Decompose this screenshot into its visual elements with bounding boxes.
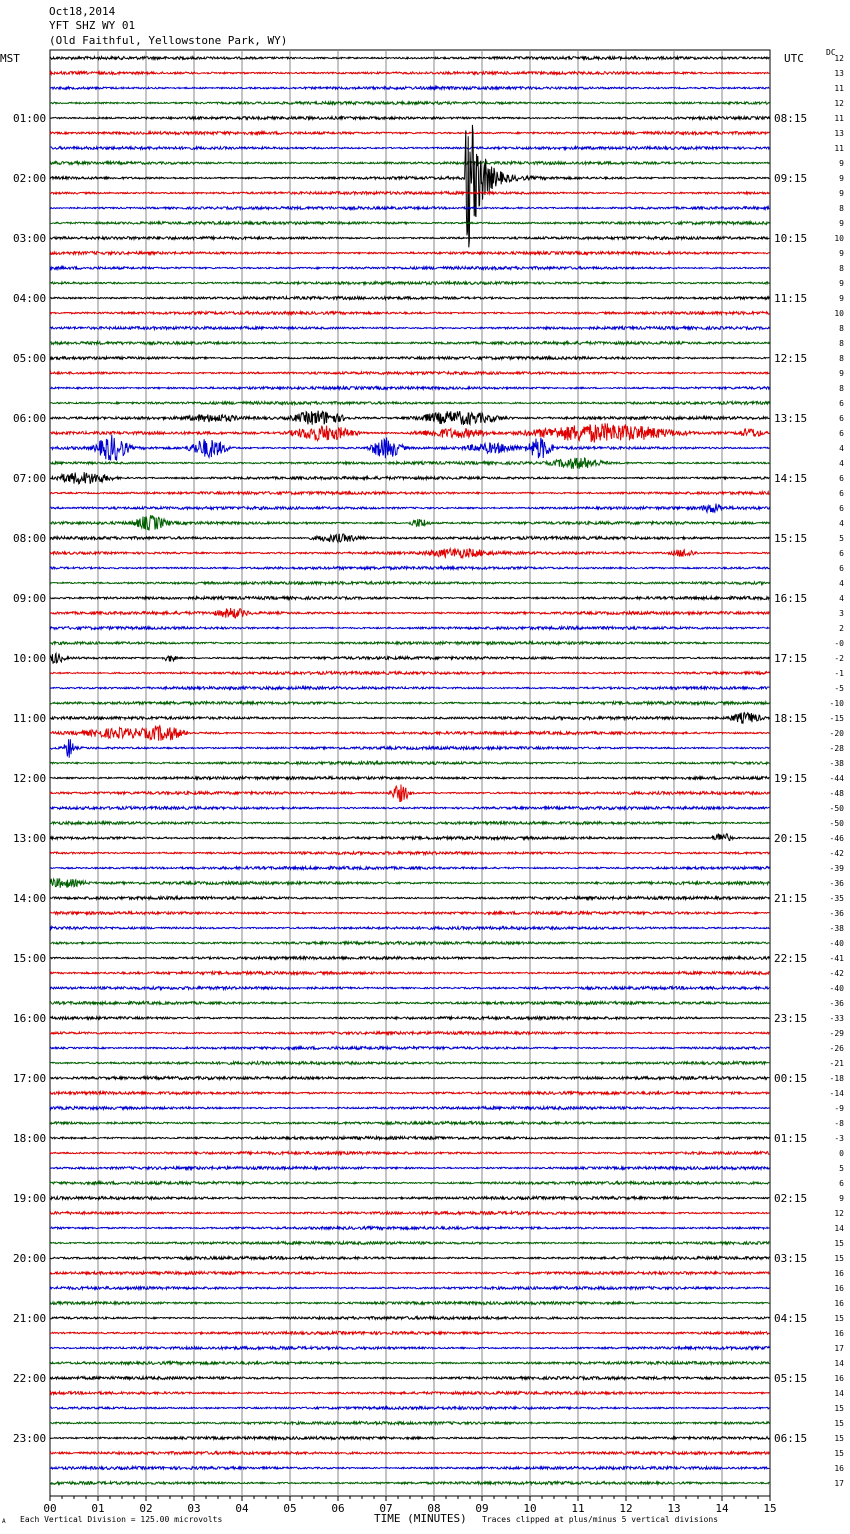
dc-offset-value: 17 [834,1479,844,1488]
utc-hour-label: 13:15 [774,412,808,425]
utc-hour-label: 21:15 [774,892,808,905]
mst-hour-label: 22:00 [13,1372,47,1385]
x-tick-label: 15 [763,1502,777,1515]
dc-offset-value: 17 [834,1344,844,1353]
seismic-trace [50,653,769,663]
seismic-trace [50,192,769,195]
seismic-trace [50,548,769,557]
seismic-trace [50,912,769,915]
seismic-trace [50,582,769,585]
seismic-trace [50,1197,769,1200]
seismic-trace [50,312,769,315]
seismic-trace [50,504,769,513]
dc-offset-value: 0 [839,1149,844,1158]
dc-offset-value: 9 [839,1194,844,1203]
seismic-trace [50,1317,769,1320]
x-tick-label: 05 [283,1502,297,1515]
utc-hour-label: 03:15 [774,1252,808,1265]
utc-hour-label: 16:15 [774,592,808,605]
dc-offset-value: -26 [829,1044,844,1053]
dc-offset-value: 6 [839,1179,844,1188]
dc-offset-value: 15 [834,1419,844,1428]
utc-hour-label: 06:15 [774,1432,808,1445]
seismic-trace [50,777,769,780]
dc-offset-value: -9 [834,1104,844,1113]
seismic-trace [50,1332,769,1335]
dc-offset-value: -33 [829,1014,844,1023]
dc-offset-value: 6 [839,549,844,558]
seismic-trace [50,515,769,531]
seismic-trace [50,458,769,469]
dc-offset-value: 16 [834,1299,844,1308]
dc-offset-value: 6 [839,474,844,483]
dc-offset-value: -1 [834,669,844,678]
seismic-trace [50,237,769,240]
seismic-trace [50,207,769,210]
seismic-trace [50,222,769,225]
dc-offset-value: 2 [839,624,844,633]
mst-hour-label: 20:00 [13,1252,47,1265]
seismic-trace [50,1362,769,1365]
dc-offset-value: 16 [834,1284,844,1293]
mst-hour-label: 21:00 [13,1312,47,1325]
seismic-trace [50,1107,769,1110]
dc-offset-value: -20 [829,729,844,738]
mst-hour-label: 14:00 [13,892,47,905]
seismic-trace [50,867,769,870]
seismic-trace [50,1347,769,1350]
dc-offset-value: 8 [839,354,844,363]
utc-hour-label: 23:15 [774,1012,808,1025]
mst-hour-label: 17:00 [13,1072,47,1085]
seismic-trace [50,1122,769,1125]
seismic-trace [50,1032,769,1035]
x-axis-title: TIME (MINUTES) [374,1512,467,1525]
dc-offset-value: -0 [834,639,844,648]
dc-offset-value: 10 [834,309,844,318]
seismic-trace [50,267,769,270]
station-location: (Old Faithful, Yellowstone Park, WY) [49,34,288,47]
dc-offset-value: 6 [839,399,844,408]
dc-offset-value: -21 [829,1059,844,1068]
dc-offset-value: -14 [829,1089,844,1098]
dc-offset-value: 9 [839,189,844,198]
dc-offset-value: -50 [829,819,844,828]
x-tick-label: 09 [475,1502,489,1515]
seismic-trace [50,1257,769,1260]
dc-offset-value: -44 [829,774,844,783]
dc-offset-value: 16 [834,1464,844,1473]
seismic-trace [50,834,769,841]
dc-offset-value: 9 [839,369,844,378]
seismic-trace [50,627,769,630]
seismic-trace [50,1227,769,1230]
vertical-scale-note: Each Vertical Division = 125.00 microvolts [20,1515,223,1524]
dc-offset-value: -2 [834,654,844,663]
dc-offset-value: 12 [834,54,844,63]
x-tick-label: 06 [331,1502,345,1515]
seismic-trace [50,1137,769,1140]
utc-hour-label: 05:15 [774,1372,808,1385]
dc-offset-value: 15 [834,1404,844,1413]
seismic-trace [50,927,769,930]
mst-hour-label: 03:00 [13,232,47,245]
seismic-trace [50,1422,769,1425]
seismic-trace [50,72,769,75]
seismic-trace [50,57,769,60]
utc-hour-label: 10:15 [774,232,808,245]
dc-offset-value: 4 [839,459,844,468]
seismic-trace [50,1017,769,1020]
seismic-trace [50,162,769,165]
dc-offset-value: 14 [834,1389,844,1398]
seismic-trace [50,282,769,285]
utc-hour-label: 19:15 [774,772,808,785]
dc-offset-value: 14 [834,1224,844,1233]
utc-hour-label: 04:15 [774,1312,808,1325]
dc-offset-value: -46 [829,834,844,843]
seismic-trace [50,672,769,675]
dc-offset-value: 9 [839,294,844,303]
dc-offset-value: -48 [829,789,844,798]
dc-offset-value: 6 [839,504,844,513]
seismic-trace [50,252,769,255]
utc-hour-label: 02:15 [774,1192,808,1205]
seismic-trace [50,357,769,360]
dc-offset-value: -28 [829,744,844,753]
x-tick-label: 07 [379,1502,393,1515]
dc-offset-value: 5 [839,534,844,543]
axis-labels [13,54,844,1515]
utc-hour-label: 09:15 [774,172,808,185]
seismic-trace [50,1062,769,1065]
plot-date: Oct18,2014 [49,5,116,18]
dc-offset-value: 12 [834,1209,844,1218]
dc-offset-value: 8 [839,324,844,333]
seismic-trace [50,1302,769,1305]
seismic-trace [50,132,769,135]
seismic-trace [50,492,769,495]
dc-offset-value: -15 [829,714,844,723]
seismic-trace [50,1452,769,1455]
dc-offset-value: -42 [829,849,844,858]
dc-offset-value: 12 [834,99,844,108]
mst-hour-label: 11:00 [13,712,47,725]
dc-offset-value: -38 [829,924,844,933]
seismic-trace [50,567,769,570]
dc-offset-value: 4 [839,444,844,453]
seismic-trace [50,1002,769,1005]
dc-offset-value: -3 [834,1134,844,1143]
seismic-trace [50,1377,769,1380]
utc-hour-label: 14:15 [774,472,808,485]
dc-offset-value: -29 [829,1029,844,1038]
dc-offset-value: 10 [834,234,844,243]
dc-offset-value: -5 [834,684,844,693]
seismic-trace [50,372,769,375]
seismic-trace [50,342,769,345]
dc-offset-value: 11 [834,84,844,93]
mst-hour-label: 12:00 [13,772,47,785]
dc-offset-value: 16 [834,1374,844,1383]
x-tick-label: 10 [523,1502,537,1515]
dc-offset-value: 8 [839,204,844,213]
seismic-trace [50,608,769,618]
mst-hour-label: 19:00 [13,1192,47,1205]
dc-offset-value: 13 [834,69,844,78]
mst-hour-label: 08:00 [13,532,47,545]
seismic-trace [50,739,769,757]
utc-hour-label: 18:15 [774,712,808,725]
seismic-trace [50,1392,769,1395]
dc-offset-value: 6 [839,489,844,498]
dc-offset-value: -36 [829,999,844,1008]
clip-note: Traces clipped at plus/minus 5 vertical divisions [482,1515,719,1524]
seismic-trace [50,1287,769,1290]
x-tick-label: 14 [715,1502,729,1515]
seismic-trace [50,1467,769,1470]
seismic-trace [50,534,769,542]
seismic-trace [50,897,769,900]
seismic-trace [50,957,769,960]
mst-hour-label: 16:00 [13,1012,47,1025]
x-tick-label: 12 [619,1502,633,1515]
dc-offset-value: 11 [834,114,844,123]
right-timezone-label: UTC [784,52,804,65]
x-tick-label: 04 [235,1502,249,1515]
station-name: YFT SHZ WY 01 [49,19,136,32]
dc-offset-label: DC [826,48,836,57]
seismic-trace [50,1437,769,1440]
seismic-trace [50,147,769,150]
mst-hour-label: 18:00 [13,1132,47,1145]
seismic-trace [50,1167,769,1170]
mst-hour-label: 05:00 [13,352,47,365]
seismic-trace [50,807,769,810]
seismic-trace [50,1242,769,1245]
utc-hour-label: 12:15 [774,352,808,365]
seismic-trace [50,987,769,990]
dc-offset-value: -18 [829,1074,844,1083]
dc-offset-value: 5 [839,1164,844,1173]
mst-hour-label: 23:00 [13,1432,47,1445]
seismic-trace [50,972,769,975]
dc-offset-value: -36 [829,909,844,918]
dc-offset-value: -36 [829,879,844,888]
dc-offset-value: 6 [839,429,844,438]
dc-offset-value: -8 [834,1119,844,1128]
seismic-trace [50,762,769,765]
seismic-trace [50,1482,769,1485]
seismic-trace [50,117,769,120]
mst-hour-label: 06:00 [13,412,47,425]
dc-offset-value: -40 [829,939,844,948]
left-timezone-label: MST [0,52,20,65]
dc-offset-value: 9 [839,249,844,258]
x-tick-label: 13 [667,1502,681,1515]
mst-hour-label: 01:00 [13,112,47,125]
seismic-trace [50,942,769,945]
seismic-trace [50,1182,769,1185]
seismic-trace [50,822,769,825]
dc-offset-value: 15 [834,1314,844,1323]
seismic-trace [50,687,769,690]
dc-offset-value: -35 [829,894,844,903]
utc-hour-label: 11:15 [774,292,808,305]
dc-offset-value: -39 [829,864,844,873]
seismic-trace [50,713,769,724]
seismic-trace [50,472,769,484]
seismic-trace [50,297,769,300]
mst-hour-label: 15:00 [13,952,47,965]
seismic-trace [50,702,769,705]
seismic-trace [50,1077,769,1080]
dc-offset-value: 6 [839,564,844,573]
dc-offset-value: -42 [829,969,844,978]
x-tick-label: 00 [43,1502,57,1515]
x-tick-label: 03 [187,1502,201,1515]
dc-offset-value: 4 [839,519,844,528]
utc-hour-label: 22:15 [774,952,808,965]
utc-hour-label: 20:15 [774,832,808,845]
seismic-trace [50,423,769,442]
seismic-trace [50,785,769,802]
seismic-trace [50,1407,769,1410]
mst-hour-label: 09:00 [13,592,47,605]
utc-hour-label: 08:15 [774,112,808,125]
seismic-trace [50,597,769,600]
seismic-trace [50,87,769,90]
x-tick-label: 11 [571,1502,585,1515]
seismic-traces [50,57,769,1485]
dc-offset-value: 9 [839,174,844,183]
seismic-trace [50,642,769,645]
dc-offset-value: 15 [834,1254,844,1263]
seismic-trace [50,1152,769,1155]
seismic-trace [50,1092,769,1095]
seismic-trace [50,852,769,855]
dc-offset-value: -10 [829,699,844,708]
dc-offset-value: 15 [834,1449,844,1458]
mst-hour-label: 04:00 [13,292,47,305]
utc-hour-label: 17:15 [774,652,808,665]
dc-offset-value: 13 [834,129,844,138]
dc-offset-value: -40 [829,984,844,993]
dc-offset-value: 8 [839,264,844,273]
x-tick-label: 02 [139,1502,153,1515]
x-tick-label: 08 [427,1502,441,1515]
seismic-trace [50,1212,769,1215]
utc-hour-label: 00:15 [774,1072,808,1085]
seismic-trace [50,878,769,887]
dc-offset-value: 11 [834,144,844,153]
seismic-trace [50,1272,769,1275]
utc-hour-label: 15:15 [774,532,808,545]
seismic-trace [50,102,769,105]
dc-offset-value: 14 [834,1359,844,1368]
dc-offset-value: -38 [829,759,844,768]
dc-offset-value: 9 [839,159,844,168]
dc-offset-value: 15 [834,1239,844,1248]
seismic-trace [50,726,769,741]
seismic-trace [50,327,769,330]
mst-hour-label: 13:00 [13,832,47,845]
dc-offset-value: 9 [839,219,844,228]
mst-hour-label: 10:00 [13,652,47,665]
seismic-trace [50,387,769,390]
footer-mark: A [2,1518,6,1525]
dc-offset-value: 16 [834,1269,844,1278]
mst-hour-label: 02:00 [13,172,47,185]
dc-offset-value: -50 [829,804,844,813]
seismic-trace [50,411,769,425]
dc-offset-value: 4 [839,594,844,603]
seismic-trace [50,125,769,247]
dc-offset-value: 8 [839,384,844,393]
dc-offset-value: 15 [834,1434,844,1443]
dc-offset-value: -41 [829,954,844,963]
seismic-trace [50,1047,769,1050]
dc-offset-value: 9 [839,279,844,288]
seismic-trace [50,402,769,405]
seismic-trace [50,435,769,461]
dc-offset-value: 6 [839,414,844,423]
dc-offset-value: 4 [839,579,844,588]
dc-offset-value: 16 [834,1329,844,1338]
utc-hour-label: 01:15 [774,1132,808,1145]
dc-offset-value: 3 [839,609,844,618]
x-tick-label: 01 [91,1502,105,1515]
dc-offset-value: 8 [839,339,844,348]
mst-hour-label: 07:00 [13,472,47,485]
